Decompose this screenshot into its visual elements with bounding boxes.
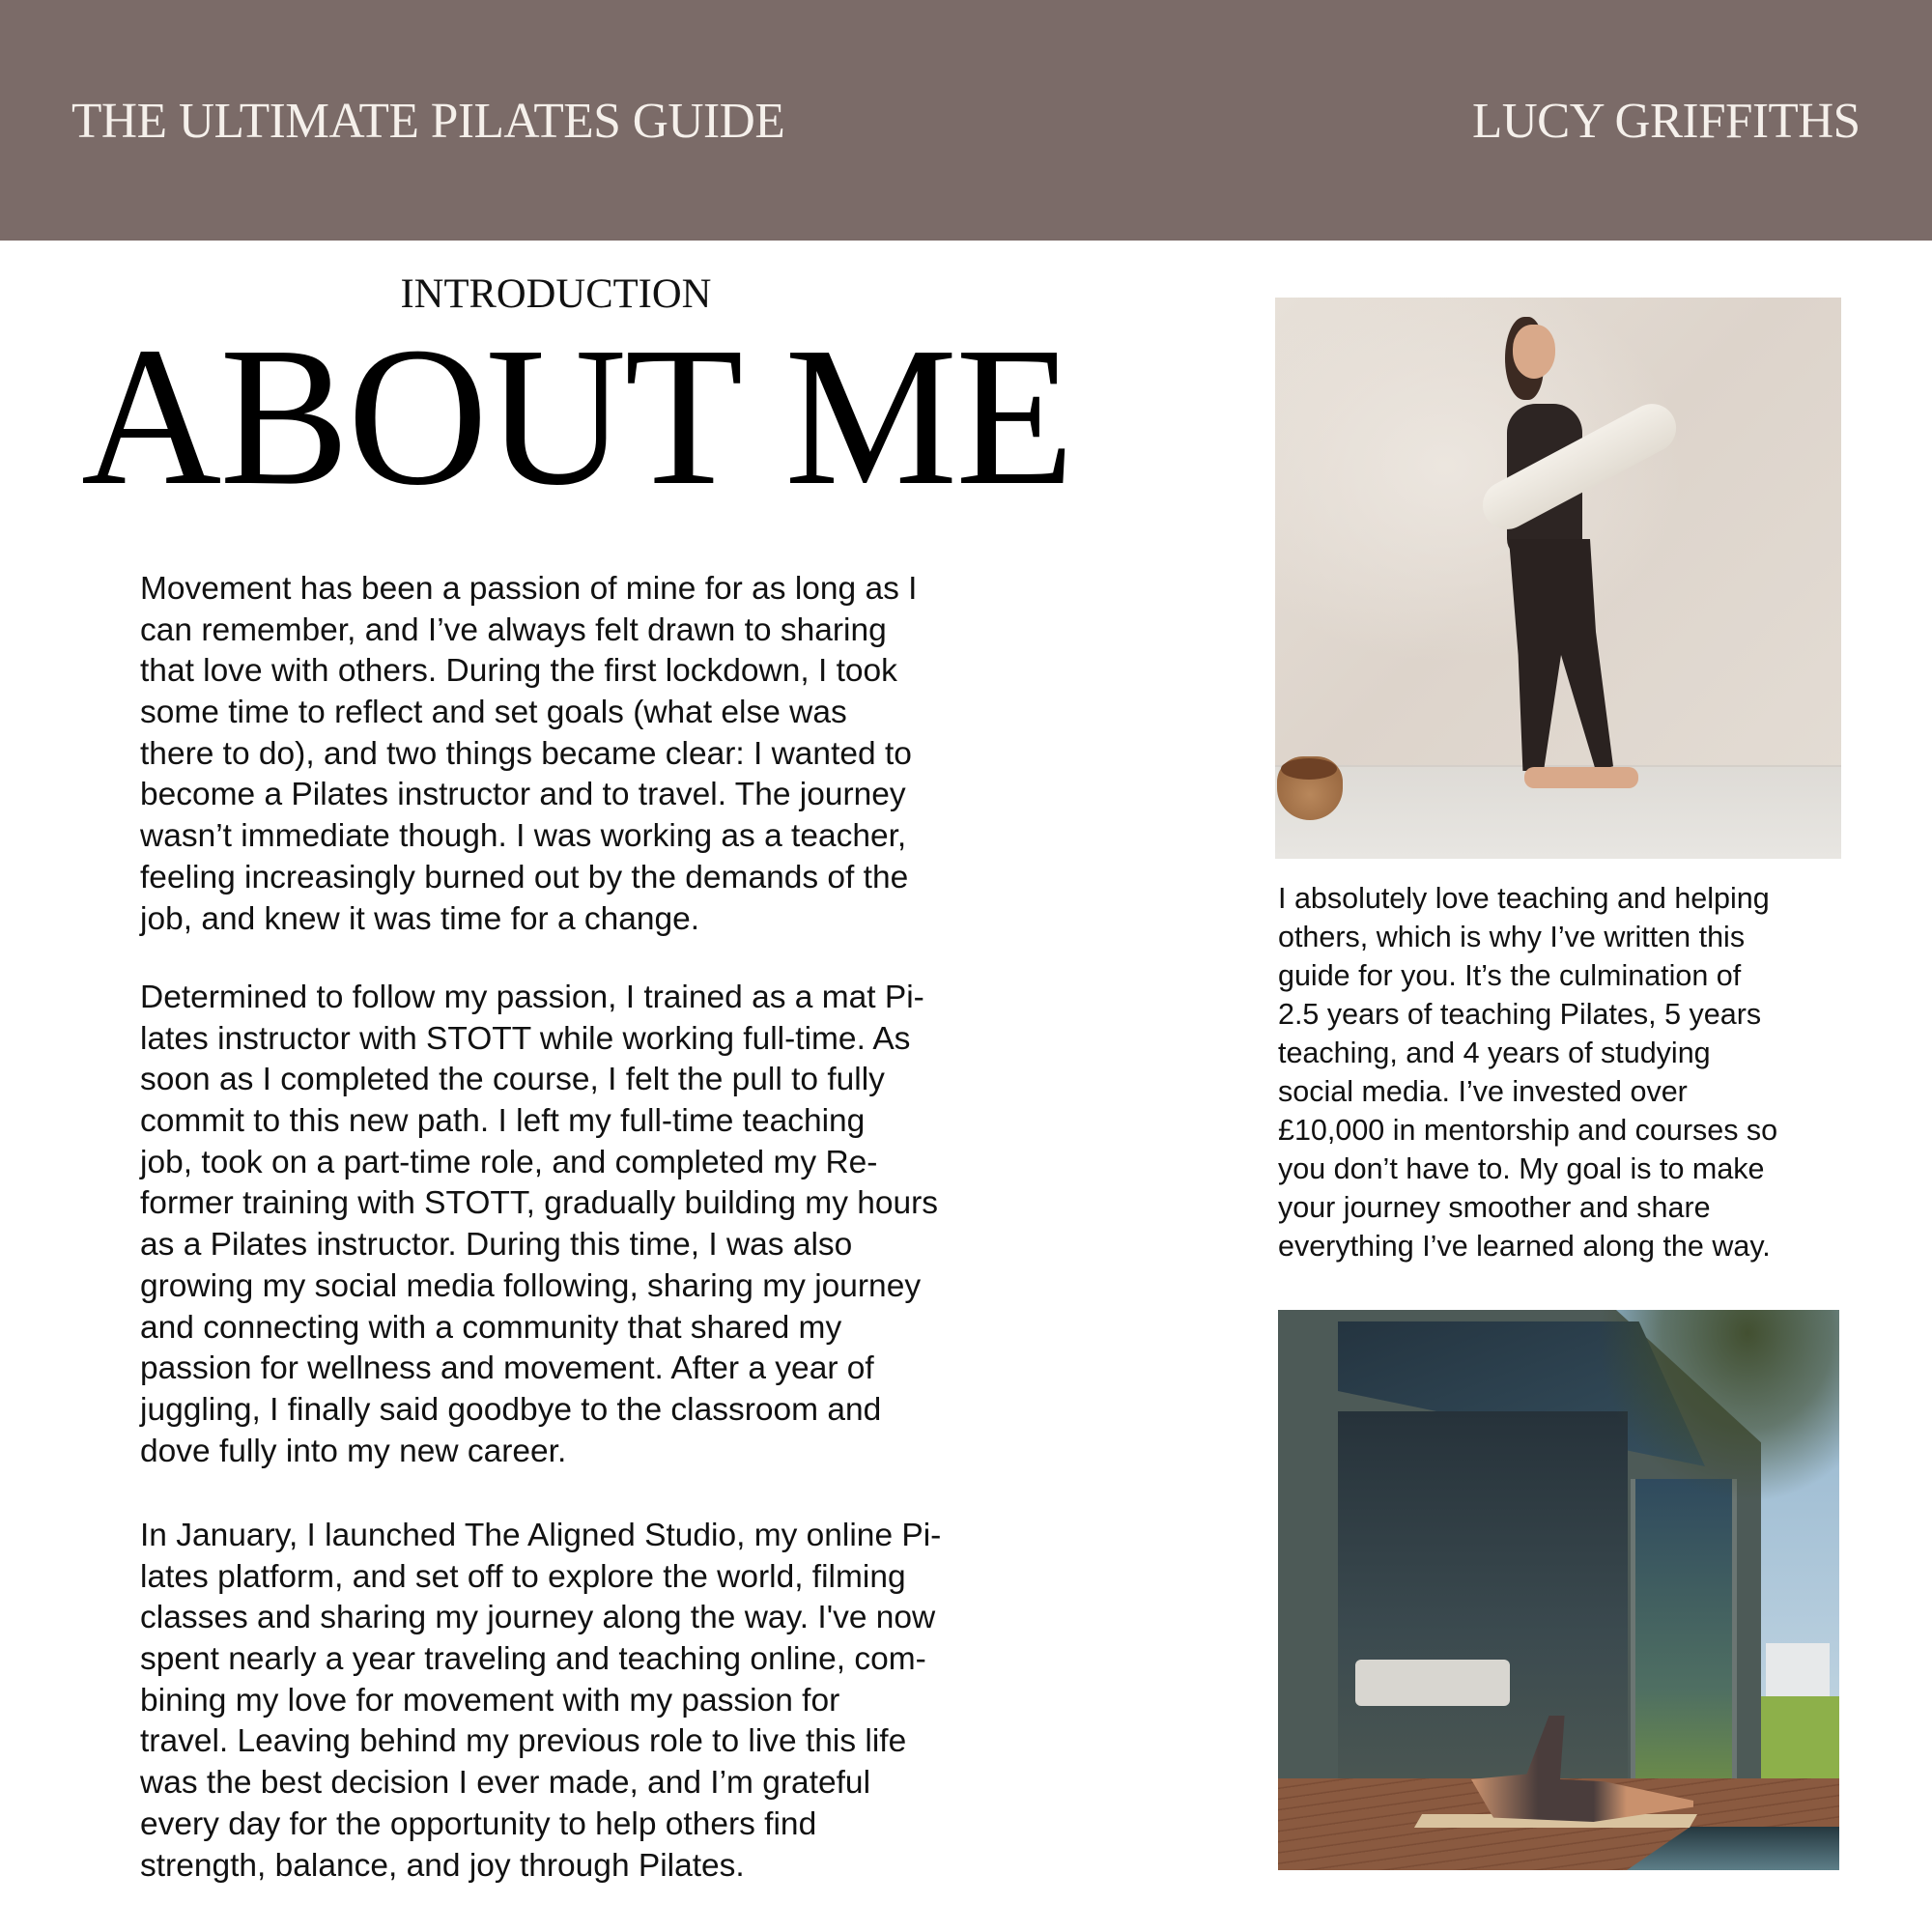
sidebar-text [1278, 879, 1896, 1265]
text-line: 2.5 years of teaching Pilates, 5 years [1278, 998, 1762, 1031]
page-title: ABOUT ME [81, 305, 1073, 526]
body-paragraph-3 [140, 1516, 1067, 1887]
text-line: as a Pilates instructor. During this time, I was also [140, 1227, 853, 1264]
text-line: spent nearly a year traveling and teaching online, com- [140, 1641, 926, 1678]
text-line: juggling, I finally said goodbye to the classroom and [140, 1391, 882, 1428]
text-line: passion for wellness and movement. After a year of [140, 1350, 874, 1387]
text-line: guide for you. It’s the culmination of [1278, 959, 1742, 992]
portrait-photo [1275, 298, 1841, 859]
text-line: others, which is why I’ve written this [1278, 921, 1746, 953]
photo-person-legs [1497, 539, 1613, 771]
text-line: teaching, and 4 years of studying [1278, 1037, 1711, 1069]
body-paragraph-1 [140, 569, 1067, 940]
page-header [0, 0, 1932, 241]
body-paragraph-2 [140, 978, 1067, 1472]
photo-interior [1338, 1411, 1628, 1780]
text-line: was the best decision I ever made, and I’m grateful [140, 1765, 871, 1802]
text-line: I absolutely love teaching and helping [1278, 882, 1770, 915]
photo-rice-field [1761, 1696, 1839, 1783]
guide-title: THE ULTIMATE PILATES GUIDE [71, 94, 785, 149]
text-line: commit to this new path. I left my full-time teaching [140, 1103, 866, 1140]
photo-sofa [1355, 1660, 1510, 1706]
text-line: In January, I launched The Aligned Studio, my online Pi- [140, 1518, 942, 1553]
text-line: former training with STOTT, gradually building my hours [140, 1185, 939, 1222]
text-line: £10,000 in mentorship and courses so [1278, 1114, 1778, 1147]
text-line: some time to reflect and set goals (what else was [140, 695, 847, 731]
text-line: feeling increasingly burned out by the demands of the [140, 859, 909, 895]
text-line: dove fully into my new career. [140, 1433, 567, 1469]
villa-photo [1278, 1310, 1839, 1870]
text-line: growing my social media following, sharing my journey [140, 1267, 922, 1304]
text-line: become a Pilates instructor and to travel. The journey [140, 777, 906, 813]
text-line: social media. I’ve invested over [1278, 1075, 1688, 1108]
text-line: every day for the opportunity to help others find [140, 1805, 817, 1842]
text-line: wasn’t immediate though. I was working as a teacher, [140, 818, 907, 855]
text-line: you don’t have to. My goal is to make [1278, 1152, 1765, 1185]
text-line: Determined to follow my passion, I trained as a mat Pi- [140, 980, 924, 1015]
text-line: soon as I completed the course, I felt the pull to fully [140, 1062, 885, 1098]
text-line: and connecting with a community that shared my [140, 1309, 842, 1346]
text-line: job, took on a part-time role, and completed my Re- [140, 1144, 878, 1180]
text-line: travel. Leaving behind my previous role to live this life [140, 1723, 907, 1760]
text-line: everything I’ve learned along the way. [1278, 1230, 1771, 1263]
photo-bowl [1277, 756, 1343, 820]
text-line: there to do), and two things became clear: I wanted to [140, 735, 912, 772]
text-line: your journey smoother and share [1278, 1191, 1711, 1224]
photo-sliding-door [1631, 1479, 1737, 1780]
author-name: LUCY GRIFFITHS [1472, 94, 1861, 149]
text-line: that love with others. During the first lockdown, I took [140, 653, 897, 690]
photo-distant-house [1766, 1643, 1830, 1699]
section-label-text: INTRODUCTION [400, 271, 711, 317]
text-line: classes and sharing my journey along the way. I've now [140, 1600, 936, 1636]
text-line: lates instructor with STOTT while working full-time. As [140, 1020, 911, 1057]
photo-person-feet [1524, 767, 1638, 788]
photo-palm-tree [1597, 1310, 1839, 1503]
photo-person-head [1513, 325, 1555, 379]
text-line: strength, balance, and joy through Pilates. [140, 1847, 745, 1884]
text-line: Movement has been a passion of mine for as long as I [140, 571, 918, 607]
text-line: bining my love for movement with my passion for [140, 1682, 840, 1719]
text-line: can remember, and I’ve always felt drawn to sharing [140, 611, 887, 648]
text-line: job, and knew it was time for a change. [140, 900, 700, 937]
text-line: lates platform, and set off to explore the world, filming [140, 1558, 906, 1595]
